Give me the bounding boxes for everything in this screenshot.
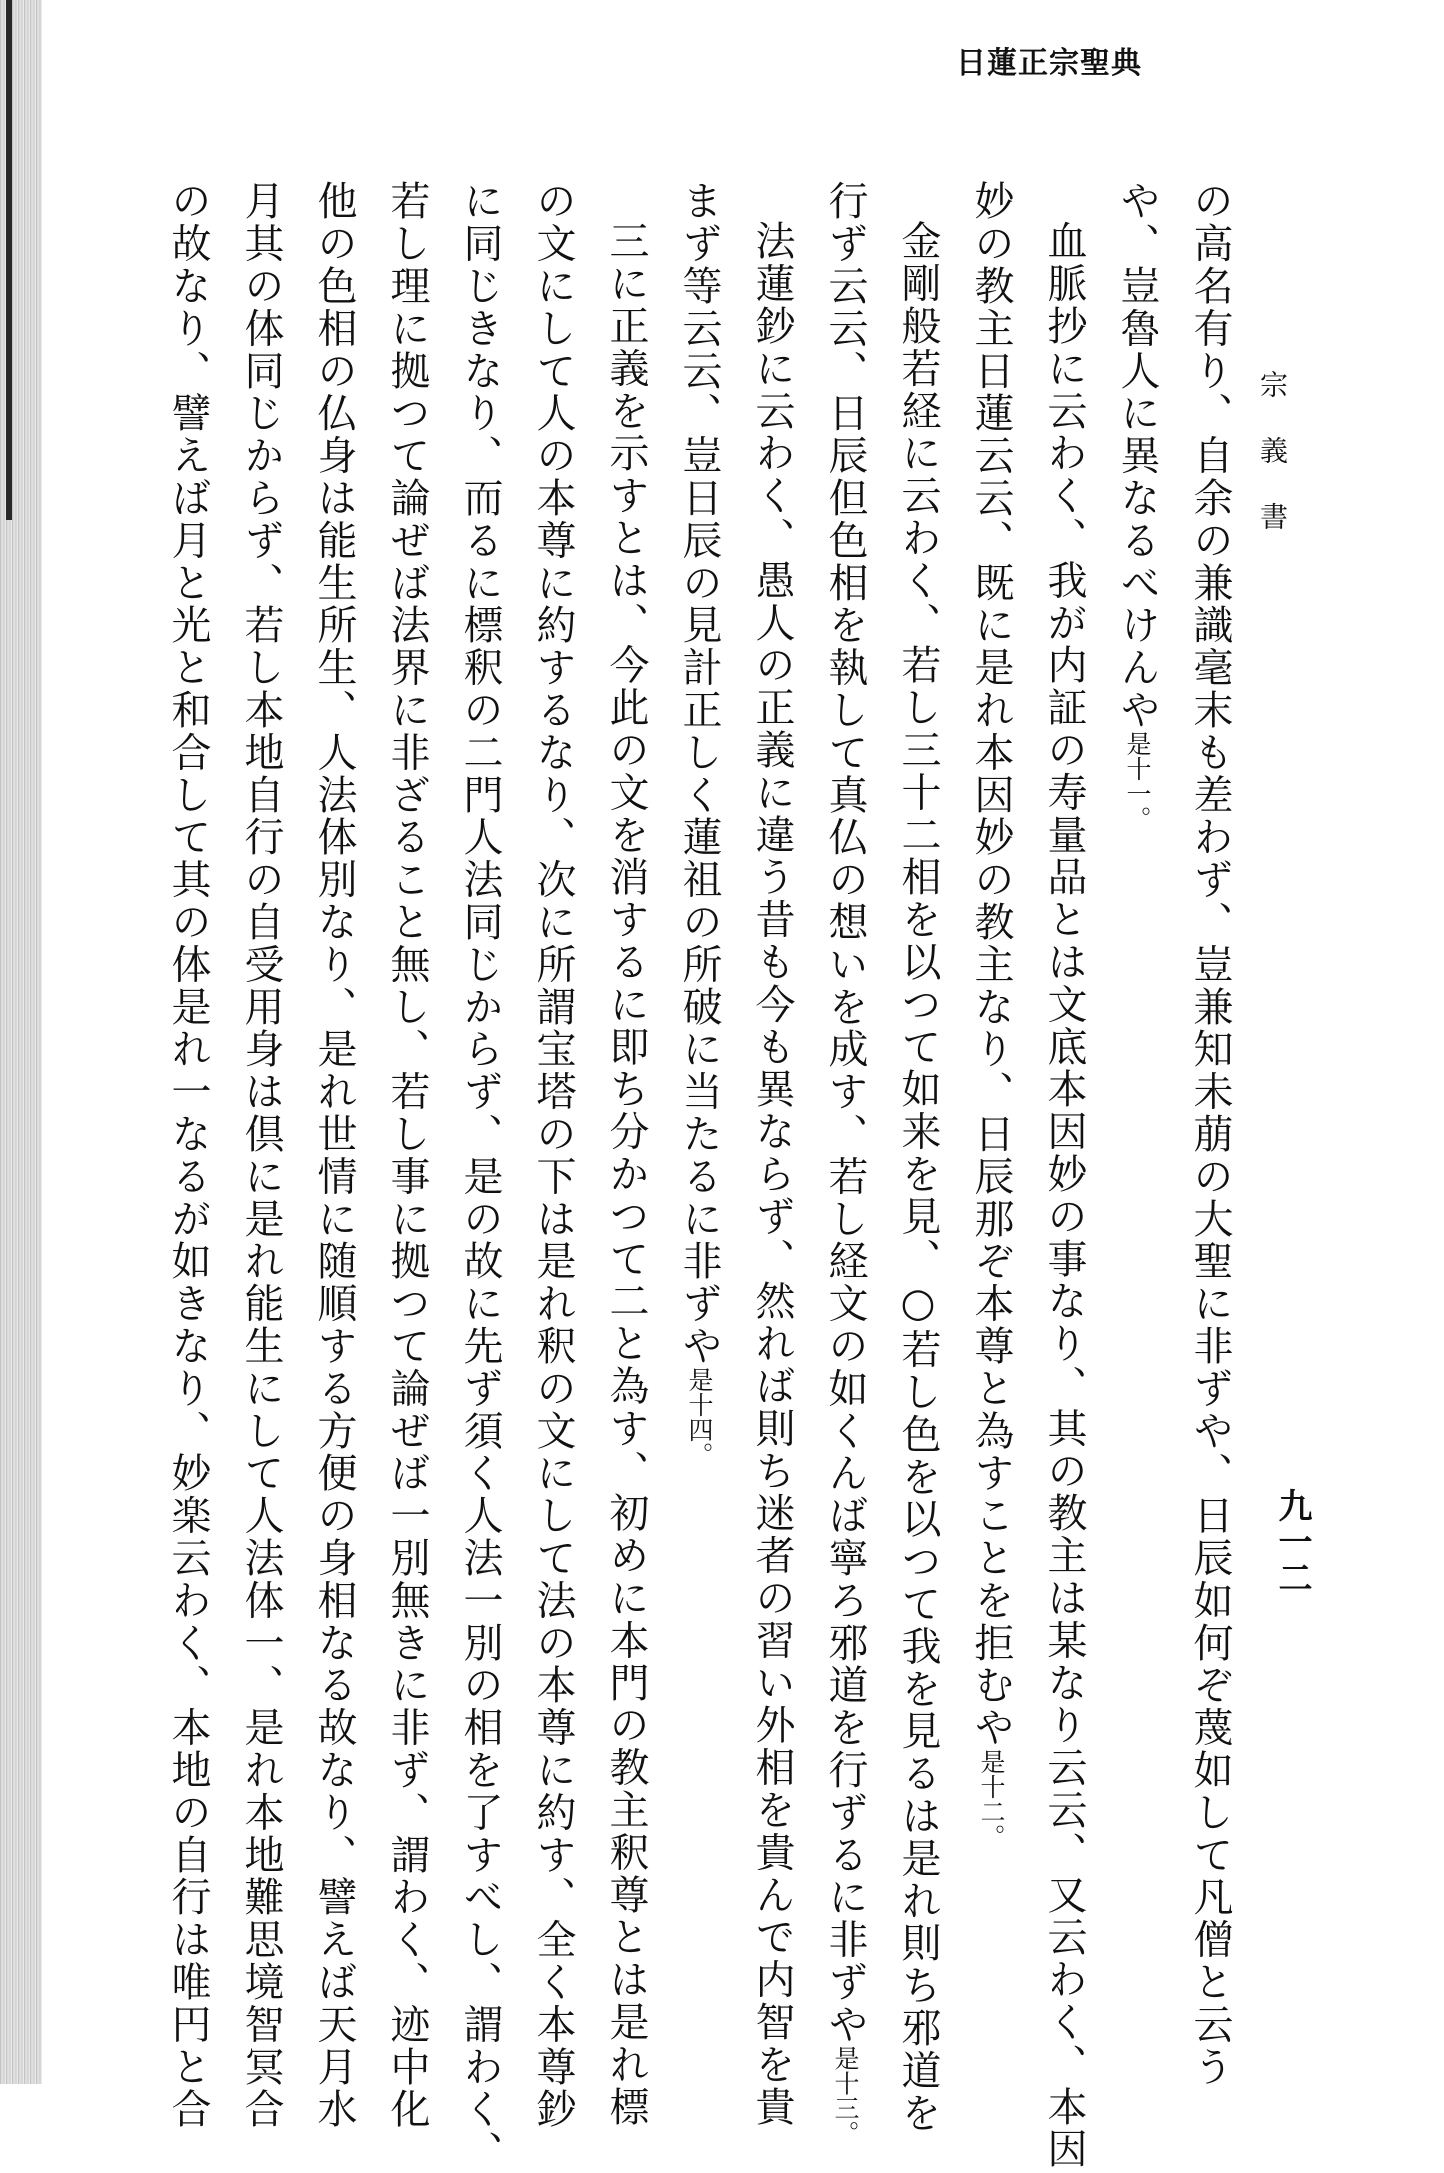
text-column: [1114, 180, 1160, 2050]
text-body: [165, 180, 1233, 2173]
column-note: 是十二。: [977, 1748, 1006, 1849]
text-column: [530, 180, 576, 2131]
column-text: や、豈魯人に異なるべけんや: [1114, 180, 1160, 732]
text-column: [676, 180, 722, 2050]
column-text: に同じきなり、而るに標釈の二門人法同じからず、是の故に先ず須く人法一別の相を了すべし、謂わく、: [457, 180, 503, 2173]
page-number: 九一二: [1272, 1488, 1312, 1596]
binding-edge: [6, 0, 12, 520]
column-text: 三に正義を示すとは、今此の文を消するに即ち分かつて二と為す、初めに本門の教主釈尊とは是れ標: [603, 220, 649, 2129]
text-column: [457, 180, 503, 2173]
text-column: [311, 180, 357, 2131]
text-column: [603, 180, 649, 2129]
column-note: 是十四。: [685, 1367, 714, 1468]
column-text: 妙の教主日蓮云云、既に是れ本因妙の教主なり、日辰那ぞ本尊と為すことを拒むや: [968, 180, 1014, 1749]
column-text: 他の色相の仏身は能生所生、人法体別なり、是れ世情に随順する方便の身相なる故なり、譬えば天月水: [311, 180, 357, 2131]
column-text: 行ず云云、日辰但色相を執して真仏の想いを成す、若し経文の如くんば寧ろ邪道を行ずるに非ずや: [822, 180, 868, 2046]
column-text: の高名有り、自余の兼識毫末も差わず、豈兼知未萠の大聖に非ずや、日辰如何ぞ蔑如して凡僧と云う: [1187, 180, 1233, 2089]
text-column: [384, 180, 430, 2131]
column-text: まず等云云、豈日辰の見計正しく蓮祖の所破に当たるに非ずや: [676, 180, 722, 1368]
text-column: [165, 180, 211, 2131]
column-text: 金剛般若経に云わく、若し三十二相を以つて如来を見、○若し色を以つて我を見るは是れ則ち邪道を: [895, 220, 941, 2135]
text-column: [1041, 180, 1087, 2171]
column-text: 血脈抄に云わく、我が内証の寿量品とは文底本因妙の事なり、其の教主は某なり云云、又云わく、本因: [1041, 220, 1087, 2171]
column-text: 月其の体同じからず、若し本地自行の自受用身は倶に是れ能生にして人法体一、是れ本地難思境智冥合: [238, 180, 284, 2131]
column-note: 是十三。: [831, 2045, 860, 2146]
column-note: 是十一。: [1123, 731, 1152, 832]
text-column: [238, 180, 284, 2131]
running-header-title: 日蓮正宗聖典: [956, 46, 1142, 81]
text-column: [749, 180, 795, 2129]
text-column: [822, 180, 868, 2146]
section-label: 宗義書: [1256, 370, 1289, 568]
column-text: 法蓮鈔に云わく、愚人の正義に違う昔も今も異ならず、然れば則ち迷者の習い外相を貴んで内智を貴: [749, 220, 795, 2129]
column-text: の文にして人の本尊に約するなり、次に所謂宝塔の下は是れ釈の文にして法の本尊に約す、全く本尊鈔: [530, 180, 576, 2131]
column-text: の故なり、譬えば月と光と和合して其の体是れ一なるが如きなり、妙楽云わく、本地の自行は唯円と合: [165, 180, 211, 2131]
column-text: 若し理に拠つて論ぜば法界に非ざること無し、若し事に拠つて論ぜば一別無きに非ず、謂わく、迹中化: [384, 180, 430, 2131]
text-column: [1187, 180, 1233, 2089]
text-column: [895, 180, 941, 2135]
text-column: [968, 180, 1014, 2050]
